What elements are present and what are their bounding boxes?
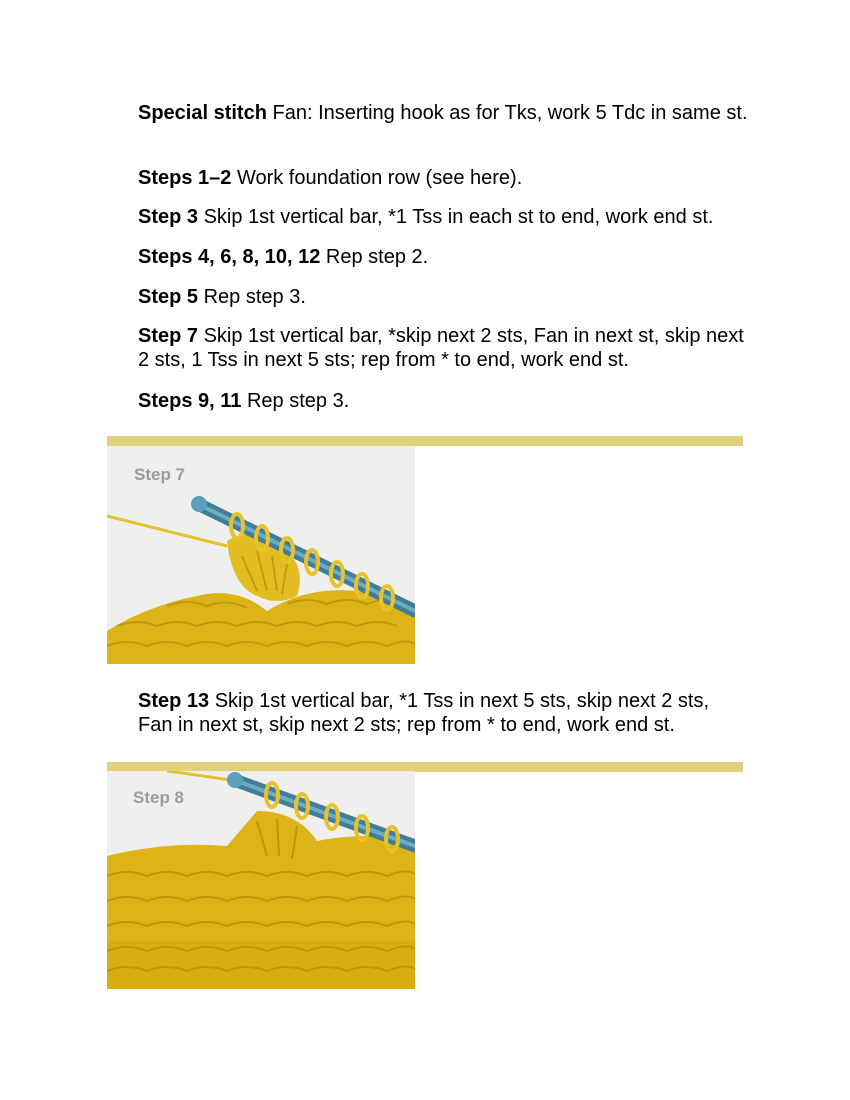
instruction-steps-9-11	[138, 389, 748, 413]
instruction-special-stitch	[138, 101, 748, 125]
instruction-text: Skip 1st vertical bar, *1 Tss in each st to end, work end st.	[198, 206, 714, 228]
instruction-step-5	[138, 285, 748, 309]
instruction-label: Step 3	[138, 206, 199, 228]
instruction-label: Step 13	[138, 690, 210, 712]
instruction-label: Special stitch	[138, 102, 267, 124]
instruction-text: Skip 1st vertical bar, *skip next 2 sts, Fan in next st, skip next 2 sts, 1 Tss in next 5 sts; rep from * to end, work end st.	[138, 325, 744, 371]
instruction-text: Rep step 2.	[320, 246, 429, 268]
instruction-text: Skip 1st vertical bar, *1 Tss in next 5 sts, skip next 2 sts, Fan in next st, skip next 2 sts; rep from * to end, work end st.	[138, 690, 709, 736]
instruction-label: Step 5	[138, 286, 199, 308]
step-8-photo	[107, 771, 415, 989]
photo-caption: Step 7	[134, 465, 186, 484]
instruction-step-3	[138, 205, 748, 229]
instruction-label: Steps 9, 11	[138, 390, 242, 412]
instruction-step-7	[138, 324, 748, 372]
instruction-step-13	[138, 689, 748, 737]
instruction-text: Work foundation row (see here).	[231, 167, 523, 189]
instruction-text: Rep step 3.	[198, 286, 306, 308]
photo-caption: Step 8	[133, 788, 185, 807]
step-7-photo	[107, 446, 415, 664]
accent-bar	[107, 436, 743, 446]
instruction-steps-1-2	[138, 166, 748, 190]
instruction-text: Fan: Inserting hook as for Tks, work 5 Tdc in same st.	[266, 102, 748, 124]
instruction-label: Step 7	[138, 325, 199, 347]
instruction-label: Steps 1–2	[138, 167, 232, 189]
instruction-text: Rep step 3.	[241, 390, 350, 412]
instruction-steps-4-12	[138, 245, 748, 269]
instruction-label: Steps 4, 6, 8, 10, 12	[138, 246, 321, 268]
